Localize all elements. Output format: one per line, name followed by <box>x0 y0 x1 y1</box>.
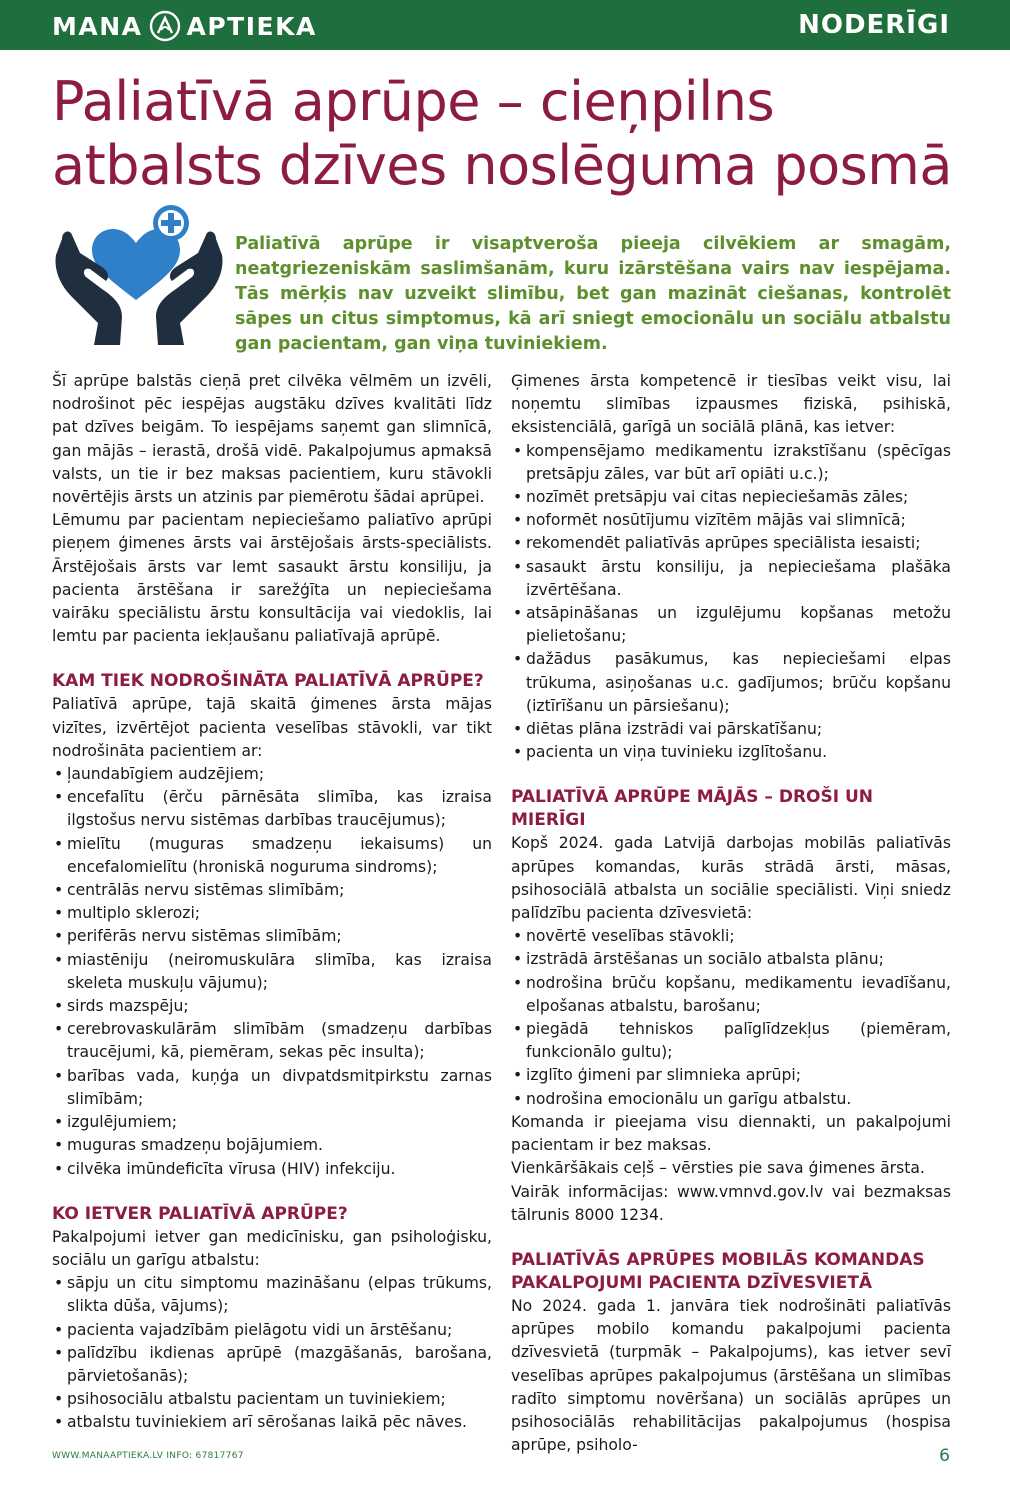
section-heading: KAM TIEK NODROŠINĀTA PALIATĪVĀ APRŪPE? <box>52 671 484 692</box>
header-bar <box>0 0 1010 50</box>
paragraph: Paliatīvā aprūpe, tajā skaitā ģimenes ārsta mājas vizītes, izvērtējot pacienta veselības stāvokli, var tikt nodrošināta pacientiem ar: <box>52 695 492 760</box>
doctor-competence-list <box>511 440 951 765</box>
list-item: • izglīto ģimeni par slimnieka aprūpi; <box>511 1064 951 1087</box>
brand-logo[interactable] <box>52 10 317 42</box>
list-item: • dažādus pasākumus, kas nepieciešami elpas trūkuma, asiņošanas u.c. gadījumos; brūču kopšanu (iztīrīšanu un pārsiešanu); <box>511 648 951 718</box>
list-item: • izgulējumiem; <box>52 1111 492 1134</box>
intro-paragraph: Paliatīvā aprūpe ir visaptveroša pieeja cilvēkiem ar smagām, neatgriezeniskām saslimšanām, kuru izārstēšana vairs nav iespējama. Tās mērķis nav uzveikt slimību, bet gan mazināt ciešanas, kontrolēt sāpes un citus simptomus, kā arī sniegt emocionālu un sociālu atbalstu gan pacientam, gan viņa tuviniekiem. <box>235 234 951 354</box>
right-column <box>511 370 951 1457</box>
list-item: • encefalītu (ērču pārnēsāta slimība, kas izraisa ilgstošus nervu sistēmas darbības traucējumus); <box>52 786 492 832</box>
section-label: NODERĪGI <box>798 10 950 40</box>
paragraph: Vienkāršākais ceļš – vērsties pie sava ģimenes ārsta. <box>511 1159 925 1178</box>
section-heading: PALIATĪVĀ APRŪPE MĀJĀS – DROŠI UN MIERĪGI <box>511 787 874 831</box>
list-item: • atsāpināšanas un izgulējumu kopšanas metožu pielietošanu; <box>511 602 951 648</box>
list-item: • palīdzību ikdienas aprūpē (mazgāšanās, barošana, pārvietošanās); <box>52 1342 492 1388</box>
section-heading: KO IETVER PALIATĪVĀ APRŪPE? <box>52 1203 348 1224</box>
paragraph: Kopš 2024. gada Latvijā darbojas mobilās paliatīvās aprūpes komandas, kurās strādā ārsti, māsas, psihosociālā atbalsta un sociālie speciālisti. Viņi sniedz palīdzību pacienta dzīvesvietā: <box>511 834 951 923</box>
paragraph: Lēmumu par pacientam nepieciešamo paliatīvo aprūpi pieņem ģimenes ārsts vai ārstējošais ārsts-speciālists. Ārstējošais ārsts var lemt sasaukt ārstu konsiliju, ja pacienta ārstēšana ir sarežģīta un nepieciešama vairāku speciālistu ārstu konsultācija vai viedoklis, lai lemtu par pacienta iekļaušanu paliatīvajā aprūpē. <box>52 511 492 646</box>
list-item: • cilvēka imūndeficīta vīrusa (HIV) infekciju. <box>52 1158 492 1181</box>
list-item: • ļaundabīgiem audzējiem; <box>52 763 492 786</box>
list-item: • nodrošina emocionālu un garīgu atbalstu. <box>511 1088 951 1111</box>
left-column <box>52 370 492 1435</box>
services-list <box>52 1272 492 1434</box>
list-item: • sāpju un citu simptomu mazināšanu (elpas trūkums, slikta dūša, vājums); <box>52 1272 492 1318</box>
paragraph: Vairāk informācijas: www.vmnvd.gov.lv vai bezmaksas tālrunis 8000 1234. <box>511 1182 951 1224</box>
pharmacy-logo-icon <box>149 10 181 42</box>
list-item: • rekomendēt paliatīvās aprūpes speciālista iesaisti; <box>511 532 951 555</box>
paragraph: No 2024. gada 1. janvāra tiek nodrošināti paliatīvās aprūpes mobilo komandu pakalpojumi pacienta dzīvesvietā (turpmāk – Pakalpojums), kas ietver sevī veselības aprūpes pakalpojumus (ārstēšana un slimības radīto simptomu novēršana) un sociālās aprūpes un psihosociālās rehabilitācijas pakalpojumus (hospisa aprūpe, psiholo- <box>511 1296 951 1455</box>
list-item: • muguras smadzeņu bojājumiem. <box>52 1134 492 1157</box>
list-item: • miastēniju (neiromuskulāra slimība, kas izraisa skeleta muskuļu vājumu); <box>52 949 492 995</box>
paragraph: Šī aprūpe balstās cieņā pret cilvēka vēlmēm un izvēli, nodrošinot pēc iespējas augstāku dzīves kvalitāti līdz pat dzīves beigām. To iespējams saņemt gan slimnīcā, gan mājās – ierastā, drošā vidē. Pakalpojumus apmaksā valsts, un tie ir bez maksas pacientiem, kuru stāvokli novērtējis ārsts un atzinis par piemērotu šādai aprūpei. <box>52 372 492 507</box>
list-item: • piegādā tehniskos palīglīdzekļus (piemēram, funkcionālo gultu); <box>511 1018 951 1064</box>
list-item: • psihosociālu atbalstu pacientam un tuviniekiem; <box>52 1388 492 1411</box>
brand-name-left: MANA <box>52 11 143 41</box>
footer-site-info: WWW.MANAAPTIEKA.LV INFO: 67817767 <box>52 1451 244 1461</box>
list-item: • izstrādā ārstēšanas un sociālo atbalsta plānu; <box>511 948 951 971</box>
list-item: • nozīmēt pretsāpju vai citas nepieciešamās zāles; <box>511 486 951 509</box>
paragraph: Ģimenes ārsta kompetencē ir tiesības veikt visu, lai noņemtu slimības izpausmes fiziskā, psihiskā, eksistenciālā, garīgā un sociālā plānā, kas ietver: <box>511 372 951 437</box>
list-item: • centrālās nervu sistēmas slimībām; <box>52 879 492 902</box>
list-item: • pacienta un viņa tuvinieku izglītošanu. <box>511 741 951 764</box>
list-item: • nodrošina brūču kopšanu, medikamentu ievadīšanu, elpošanas atbalstu, barošanu; <box>511 972 951 1018</box>
brand-name-right: APTIEKA <box>186 11 317 41</box>
paragraph: Komanda ir pieejama visu diennakti, un pakalpojumi pacientam ir bez maksas. <box>511 1112 951 1155</box>
list-item: • sirds mazspēju; <box>52 995 492 1018</box>
list-item: • multiplo sklerozi; <box>52 902 492 925</box>
heart-in-hands-plus-icon <box>50 205 228 355</box>
list-item: • barības vada, kuņģa un divpatdsmitpirkstu zarnas slimībām; <box>52 1065 492 1111</box>
list-item: • atbalstu tuviniekiem arī sērošanas laikā pēc nāves. <box>52 1411 492 1434</box>
list-item: • cerebrovaskulārām slimībām (smadzeņu darbības traucējumi, kā, piemēram, sekas pēc insulta); <box>52 1018 492 1064</box>
section-heading: PALIATĪVĀS APRŪPES MOBILĀS KOMANDAS PAKALPOJUMI PACIENTA DZĪVESVIETĀ <box>511 1249 925 1293</box>
paragraph: Pakalpojumi ietver gan medicīnisku, gan psiholoģisku, sociālu un garīgu atbalstu: <box>52 1227 492 1269</box>
conditions-list <box>52 763 492 1181</box>
list-item: • diētas plāna izstrādi vai pārskatīšanu; <box>511 718 951 741</box>
home-care-list <box>511 925 951 1111</box>
list-item: • kompensējamo medikamentu izrakstīšanu (spēcīgas pretsāpju zāles, var būt arī opiāti u.c.); <box>511 440 951 486</box>
list-item: • novērtē veselības stāvokli; <box>511 925 951 948</box>
list-item: • sasaukt ārstu konsiliju, ja nepieciešama plašāka izvērtēšana. <box>511 556 951 602</box>
page-number: 6 <box>939 1446 950 1466</box>
list-item: • mielītu (muguras smadzeņu iekaisums) un encefalomielītu (hroniskā noguruma sindroms); <box>52 833 492 879</box>
list-item: • noformēt nosūtījumu vizītēm mājās vai slimnīcā; <box>511 509 951 532</box>
article-title: Paliatīvā aprūpe – cieņpilns atbalsts dzīves noslēguma posmā <box>52 70 952 197</box>
list-item: • perifērās nervu sistēmas slimībām; <box>52 925 492 948</box>
list-item: • pacienta vajadzībām pielāgotu vidi un ārstēšanu; <box>52 1319 492 1342</box>
